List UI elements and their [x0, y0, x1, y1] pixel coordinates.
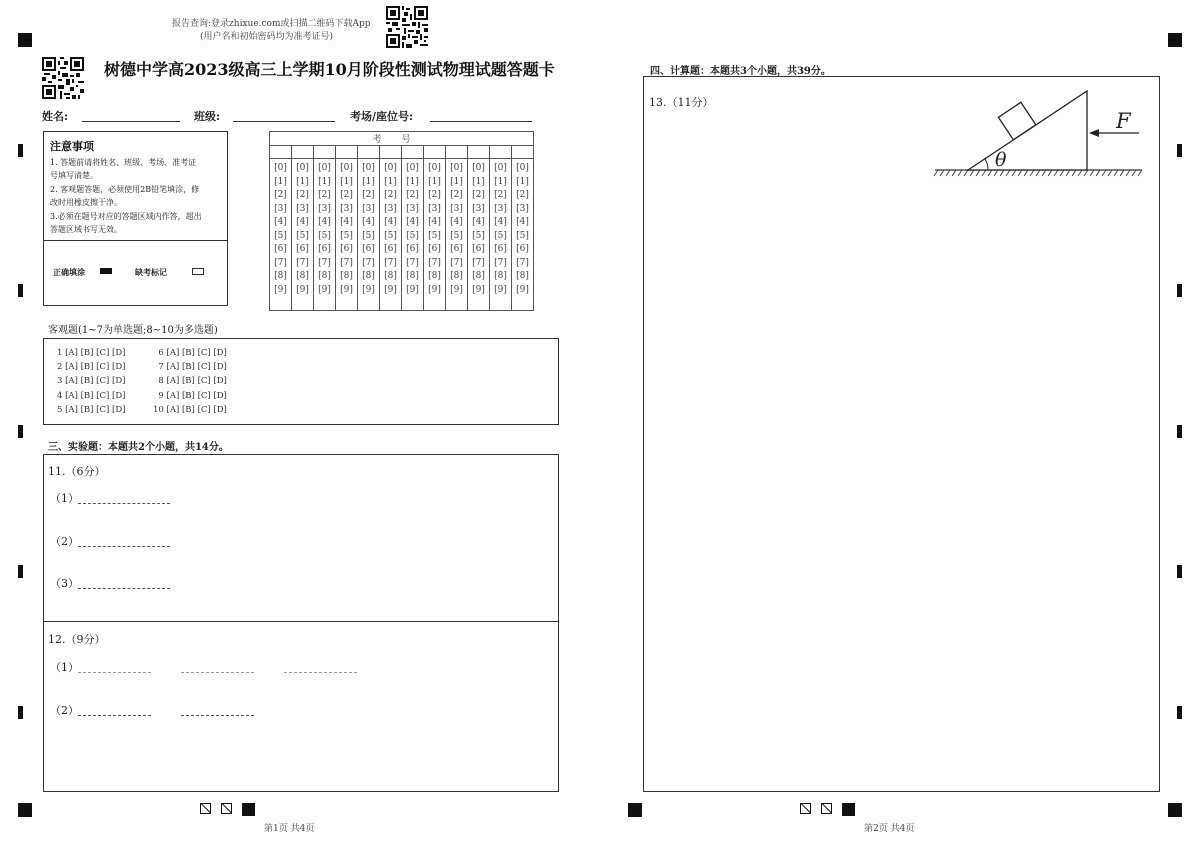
exam-number-digit-option[interactable]: [0] [318, 163, 331, 173]
exam-number-digit-option[interactable]: [5] [318, 230, 331, 241]
exam-number-digit-option[interactable]: [9] [494, 284, 507, 295]
exam-number-digit-option[interactable]: [8] [406, 271, 419, 281]
objective-question-row[interactable]: 1 [A] [B] [C] [D] [57, 348, 126, 358]
q11-label: 11.（6分） [48, 465, 106, 478]
exam-number-digit-option[interactable]: [3] [362, 203, 375, 214]
exam-number-digit-option[interactable]: [2] [450, 190, 463, 200]
exam-number-digit-option[interactable]: [8] [318, 271, 331, 281]
exam-number-digit-option[interactable]: [2] [384, 190, 397, 200]
exam-number-digit-option[interactable]: [7] [494, 257, 507, 268]
exam-number-digit-option[interactable]: [9] [296, 284, 309, 295]
name-field[interactable] [82, 121, 180, 122]
exam-number-digit-option[interactable]: [3] [274, 203, 287, 214]
exam-number-digit-option[interactable]: [1] [472, 176, 485, 187]
page-marker-slash [200, 803, 211, 814]
q12-part1-answer-line[interactable] [284, 672, 357, 673]
exam-number-digit-option[interactable]: [9] [362, 284, 375, 295]
exam-number-digit-option[interactable]: [6] [318, 244, 331, 254]
objective-column-2 [153, 346, 227, 417]
exam-number-digit-option[interactable]: [8] [450, 271, 463, 281]
exam-number-digit-option[interactable]: [1] [516, 176, 529, 187]
exam-number-digit-option[interactable]: [5] [494, 230, 507, 241]
correct-fill-label: 正确填涂 [53, 267, 85, 277]
exam-number-digit-option[interactable]: [7] [406, 257, 419, 268]
exam-number-digit-option[interactable]: [1] [450, 176, 463, 187]
page-marker-slash [221, 803, 232, 814]
exam-number-digit-option[interactable]: [3] [494, 203, 507, 214]
page-marker-slash [821, 803, 832, 814]
exam-number-digit-option[interactable]: [6] [428, 244, 441, 254]
exam-number-digit-option[interactable]: [5] [516, 230, 529, 241]
exam-number-digit-option[interactable]: [2] [428, 190, 441, 200]
exam-number-digit-option[interactable]: [1] [406, 176, 419, 187]
exam-number-grid[interactable] [269, 131, 534, 311]
objective-question-row[interactable]: 10 [A] [B] [C] [D] [153, 404, 227, 415]
exam-number-digit-option[interactable]: [9] [340, 284, 353, 295]
exam-number-digit-option[interactable]: [1] [340, 176, 353, 187]
corner-marker-top-left [18, 33, 32, 47]
exam-number-digit-option[interactable]: [3] [318, 203, 331, 214]
exam-number-digit-option[interactable]: [9] [516, 284, 529, 295]
exam-number-digit-option[interactable]: [4] [494, 217, 507, 227]
page-marker-filled [242, 803, 255, 816]
q13-label: 13.（11分） [649, 96, 714, 109]
exam-number-digit-option[interactable]: [8] [274, 271, 287, 281]
exam-number-digit-column[interactable] [402, 159, 424, 311]
exam-number-digit-option[interactable]: [7] [362, 257, 375, 268]
objective-question-row[interactable]: 9 [A] [B] [C] [D] [158, 390, 227, 401]
exam-number-digit-option[interactable]: [9] [274, 284, 287, 295]
exam-number-input-cell[interactable] [336, 146, 358, 159]
force-symbol: F [1116, 109, 1131, 133]
exam-number-digit-option[interactable]: [1] [318, 176, 331, 187]
exam-number-digit-option[interactable]: [9] [450, 284, 463, 295]
report-credential-line: (用户名和初始密码均为准考证号) [200, 32, 334, 42]
exam-number-digit-option[interactable]: [6] [472, 244, 485, 254]
exam-number-digit-option[interactable]: [6] [362, 244, 375, 254]
exam-number-digit-option[interactable]: [0] [494, 163, 507, 173]
exam-number-digit-option[interactable]: [0] [428, 163, 441, 173]
section3-heading: 三、实验题：本题共2个小题，共14分。 [48, 442, 229, 453]
q11-part-label: （1） [50, 492, 79, 505]
exam-number-digit-option[interactable]: [1] [296, 176, 309, 187]
exam-number-digit-option[interactable]: [4] [472, 217, 485, 227]
exam-number-digit-option[interactable]: [1] [274, 176, 287, 187]
corner-marker-top-right [1168, 33, 1182, 47]
exam-number-digit-option[interactable]: [2] [296, 190, 309, 200]
objective-question-row[interactable]: 3 [A] [B] [C] [D] [57, 376, 126, 387]
exam-number-digit-option[interactable]: [3] [296, 203, 309, 214]
objective-question-row[interactable]: 8 [A] [B] [C] [D] [158, 376, 227, 387]
timing-mark [18, 144, 23, 157]
exam-number-digit-column[interactable] [292, 159, 314, 311]
objective-question-row[interactable]: 5 [A] [B] [C] [D] [57, 404, 126, 415]
exam-number-digit-option[interactable]: [9] [406, 284, 419, 295]
exam-number-digit-option[interactable]: [4] [296, 217, 309, 227]
q12-answer-box [43, 621, 559, 792]
exam-number-digit-option[interactable]: [9] [428, 284, 441, 295]
timing-mark [18, 565, 23, 578]
q13-answer-box [643, 76, 1160, 792]
qr-code-icon[interactable] [386, 6, 428, 48]
exam-number-digit-option[interactable]: [4] [340, 217, 353, 227]
exam-number-digit-column[interactable] [468, 159, 490, 311]
objective-question-row[interactable]: 4 [A] [B] [C] [D] [57, 390, 126, 401]
q12-label: 12.（9分） [48, 633, 106, 646]
exam-number-input-cell[interactable] [402, 146, 424, 159]
exam-number-digit-option[interactable]: [4] [516, 217, 529, 227]
exam-number-digit-option[interactable]: [5] [362, 230, 375, 241]
exam-number-input-cell[interactable] [270, 146, 292, 159]
exam-number-digit-option[interactable]: [5] [296, 230, 309, 241]
exam-number-digit-option[interactable]: [6] [450, 244, 463, 254]
exam-number-digit-option[interactable]: [0] [274, 163, 287, 173]
exam-number-digit-option[interactable]: [7] [384, 257, 397, 268]
exam-number-digit-column[interactable] [446, 159, 468, 311]
timing-mark [1177, 284, 1182, 297]
exam-number-digit-option[interactable]: [5] [384, 230, 397, 241]
exam-number-input-cell[interactable] [292, 146, 314, 159]
absent-mark-label: 缺考标记 [135, 267, 167, 277]
angle-symbol: θ [995, 149, 1007, 171]
exam-number-digit-option[interactable]: [7] [450, 257, 463, 268]
exam-number-digit-option[interactable]: [0] [516, 163, 529, 173]
timing-mark [18, 425, 23, 438]
q12-part2-answer-line[interactable] [181, 715, 254, 716]
exam-number-digit-option[interactable]: [2] [362, 190, 375, 200]
exam-number-digit-option[interactable]: [3] [450, 203, 463, 214]
corner-marker-bottom-right [1168, 803, 1182, 817]
notes-line: 1. 答题前请将姓名、班级、考场、准考证 [50, 158, 197, 167]
name-label: 姓名: [42, 110, 69, 123]
exam-number-digit-option[interactable]: [7] [340, 257, 353, 268]
exam-number-digit-option[interactable]: [2] [406, 190, 419, 200]
objective-column-1 [57, 346, 125, 417]
objective-heading: 客观题(1~7为单选题;8~10为多选题) [48, 325, 218, 336]
exam-number-input-cell[interactable] [490, 146, 512, 159]
exam-number-digit-option[interactable]: [2] [318, 190, 331, 200]
class-label: 班级: [194, 110, 221, 123]
objective-question-row[interactable]: 6 [A] [B] [C] [D] [158, 348, 227, 358]
exam-number-digit-option[interactable]: [4] [406, 217, 419, 227]
exam-number-digit-option[interactable]: [4] [428, 217, 441, 227]
correct-fill-sample [100, 268, 112, 274]
exam-number-header: 考号 [270, 132, 534, 146]
q11-part3-answer-line[interactable] [78, 588, 170, 589]
exam-number-digit-option[interactable]: [8] [494, 271, 507, 281]
objective-question-row[interactable]: 7 [A] [B] [C] [D] [158, 362, 227, 373]
q11-part-label: （3） [50, 577, 79, 590]
exam-number-digit-option[interactable]: [2] [340, 190, 353, 200]
exam-number-digit-option[interactable]: [6] [384, 244, 397, 254]
exam-number-digit-option[interactable]: [8] [428, 271, 441, 281]
exam-number-digit-option[interactable]: [2] [516, 190, 529, 200]
page-marker-filled [842, 803, 855, 816]
section4-heading: 四、计算题：本题共3个小题，共39分。 [650, 66, 831, 77]
page-title: 树德中学高2023级高三上学期10月阶段性测试物理试题答题卡 [104, 60, 555, 79]
exam-number-digit-option[interactable]: [4] [318, 217, 331, 227]
exam-number-digit-option[interactable]: [1] [494, 176, 507, 187]
exam-number-digit-option[interactable]: [6] [274, 244, 287, 254]
exam-number-digit-option[interactable]: [0] [406, 163, 419, 173]
page-marker-slash [800, 803, 811, 814]
exam-number-digit-option[interactable]: [0] [450, 163, 463, 173]
exam-number-digit-column[interactable] [380, 159, 402, 311]
q12-part-label: （1） [50, 661, 79, 674]
absent-mark-checkbox[interactable] [192, 268, 204, 275]
ground-hatching [934, 170, 1142, 176]
exam-number-digit-option[interactable]: [9] [472, 284, 485, 295]
exam-number-input-cell[interactable] [424, 146, 446, 159]
exam-number-digit-option[interactable]: [2] [274, 190, 287, 200]
q11-answer-box [43, 454, 559, 622]
exam-number-digit-column[interactable] [512, 159, 534, 311]
exam-number-input-cell[interactable] [358, 146, 380, 159]
exam-number-digit-option[interactable]: [8] [296, 271, 309, 281]
exam-number-digit-option[interactable]: [0] [384, 163, 397, 173]
exam-number-digit-option[interactable]: [8] [340, 271, 353, 281]
exam-number-digit-option[interactable]: [2] [494, 190, 507, 200]
exam-number-digit-option[interactable]: [9] [384, 284, 397, 295]
exam-number-digit-option[interactable]: [6] [340, 244, 353, 254]
exam-number-digit-option[interactable]: [5] [472, 230, 485, 241]
exam-number-digit-option[interactable]: [3] [384, 203, 397, 214]
exam-number-digit-option[interactable]: [4] [362, 217, 375, 227]
page1-footer: 第1页 共4页 [264, 824, 315, 834]
notes-line: 3.必须在题号对应的答题区域内作答，超出 [50, 212, 202, 221]
force-arrow-head [1089, 129, 1099, 137]
exam-number-digit-column[interactable] [336, 159, 358, 311]
exam-number-digit-column[interactable] [314, 159, 336, 311]
room-seat-label: 考场/座位号: [350, 110, 414, 123]
notes-divider [43, 240, 228, 241]
exam-number-digit-column[interactable] [424, 159, 446, 311]
exam-number-digit-option[interactable]: [3] [472, 203, 485, 214]
student-qr-code-icon[interactable] [42, 57, 84, 99]
corner-marker-bottom-left [18, 803, 32, 817]
exam-number-digit-option[interactable]: [7] [318, 257, 331, 268]
report-query-line: 报告查询:登录zhixue.com或扫描二维码下载App [172, 19, 371, 29]
exam-number-input-cell[interactable] [446, 146, 468, 159]
exam-number-input-cell[interactable] [468, 146, 490, 159]
exam-number-digit-option[interactable]: [8] [472, 271, 485, 281]
exam-number-digit-option[interactable]: [5] [450, 230, 463, 241]
notes-line: 改时用橡皮擦干净。 [50, 198, 122, 207]
exam-number-digit-option[interactable]: [7] [516, 257, 529, 268]
exam-number-input-cell[interactable] [314, 146, 336, 159]
exam-number-digit-option[interactable]: [2] [472, 190, 485, 200]
exam-number-digit-option[interactable]: [5] [428, 230, 441, 241]
timing-mark [1177, 425, 1182, 438]
exam-number-digit-option[interactable]: [3] [406, 203, 419, 214]
exam-number-digit-option[interactable]: [5] [274, 230, 287, 241]
timing-mark [1177, 706, 1182, 719]
exam-number-input-cell[interactable] [512, 146, 534, 159]
q11-part-label: （2） [50, 535, 79, 548]
exam-number-digit-column[interactable] [358, 159, 380, 311]
exam-number-digit-option[interactable]: [8] [516, 271, 529, 281]
page2-footer: 第2页 共4页 [864, 824, 915, 834]
exam-number-digit-option[interactable]: [5] [340, 230, 353, 241]
exam-number-digit-option[interactable]: [1] [362, 176, 375, 187]
exam-number-digit-option[interactable]: [6] [406, 244, 419, 254]
timing-mark [18, 284, 23, 297]
class-field[interactable] [233, 121, 335, 122]
q11-part2-answer-line[interactable] [78, 546, 170, 547]
exam-number-digit-option[interactable]: [1] [428, 176, 441, 187]
timing-mark [18, 706, 23, 719]
exam-number-digit-option[interactable]: [5] [406, 230, 419, 241]
exam-number-digit-option[interactable]: [1] [384, 176, 397, 187]
room-seat-field[interactable] [430, 121, 532, 122]
exam-number-digit-option[interactable]: [4] [274, 217, 287, 227]
timing-mark [1177, 144, 1182, 157]
exam-number-digit-option[interactable]: [0] [362, 163, 375, 173]
exam-number-digit-option[interactable]: [0] [296, 163, 309, 173]
exam-number-digit-option[interactable]: [3] [340, 203, 353, 214]
q12-part-label: （2） [50, 704, 79, 717]
exam-number-digit-option[interactable]: [7] [296, 257, 309, 268]
exam-number-digit-option[interactable]: [6] [516, 244, 529, 254]
exam-number-digit-option[interactable]: [7] [274, 257, 287, 268]
notes-line: 答题区域书写无效。 [50, 225, 122, 234]
q12-part2-answer-line[interactable] [78, 715, 151, 716]
exam-number-digit-option[interactable]: [4] [384, 217, 397, 227]
exam-number-digit-option[interactable]: [7] [472, 257, 485, 268]
exam-number-digit-option[interactable]: [0] [340, 163, 353, 173]
corner-marker-bottom-mid-left [628, 803, 642, 817]
exam-number-digit-column[interactable] [270, 159, 292, 311]
exam-number-digit-column[interactable] [490, 159, 512, 311]
q11-part1-answer-line[interactable] [78, 503, 170, 504]
exam-number-digit-option[interactable]: [6] [296, 244, 309, 254]
exam-number-digit-option[interactable]: [4] [450, 217, 463, 227]
q12-part1-answer-line[interactable] [78, 672, 151, 673]
exam-number-digit-option[interactable]: [0] [472, 163, 485, 173]
exam-number-digit-option[interactable]: [8] [384, 271, 397, 281]
objective-question-row[interactable]: 2 [A] [B] [C] [D] [57, 362, 126, 373]
exam-number-input-cell[interactable] [380, 146, 402, 159]
notes-line: 2. 客观题答题，必须使用2B铅笔填涂，修 [50, 185, 200, 194]
exam-number-digit-option[interactable]: [7] [428, 257, 441, 268]
exam-number-digit-option[interactable]: [6] [494, 244, 507, 254]
exam-number-digit-option[interactable]: [3] [516, 203, 529, 214]
exam-number-digit-option[interactable]: [8] [362, 271, 375, 281]
notes-line: 号填写清楚。 [50, 171, 98, 180]
incline-diagram [930, 86, 1145, 180]
notes-title: 注意事项 [50, 140, 94, 153]
exam-number-digit-option[interactable]: [3] [428, 203, 441, 214]
q12-part1-answer-line[interactable] [181, 672, 254, 673]
exam-number-digit-option[interactable]: [9] [318, 284, 331, 295]
timing-mark [1177, 565, 1182, 578]
